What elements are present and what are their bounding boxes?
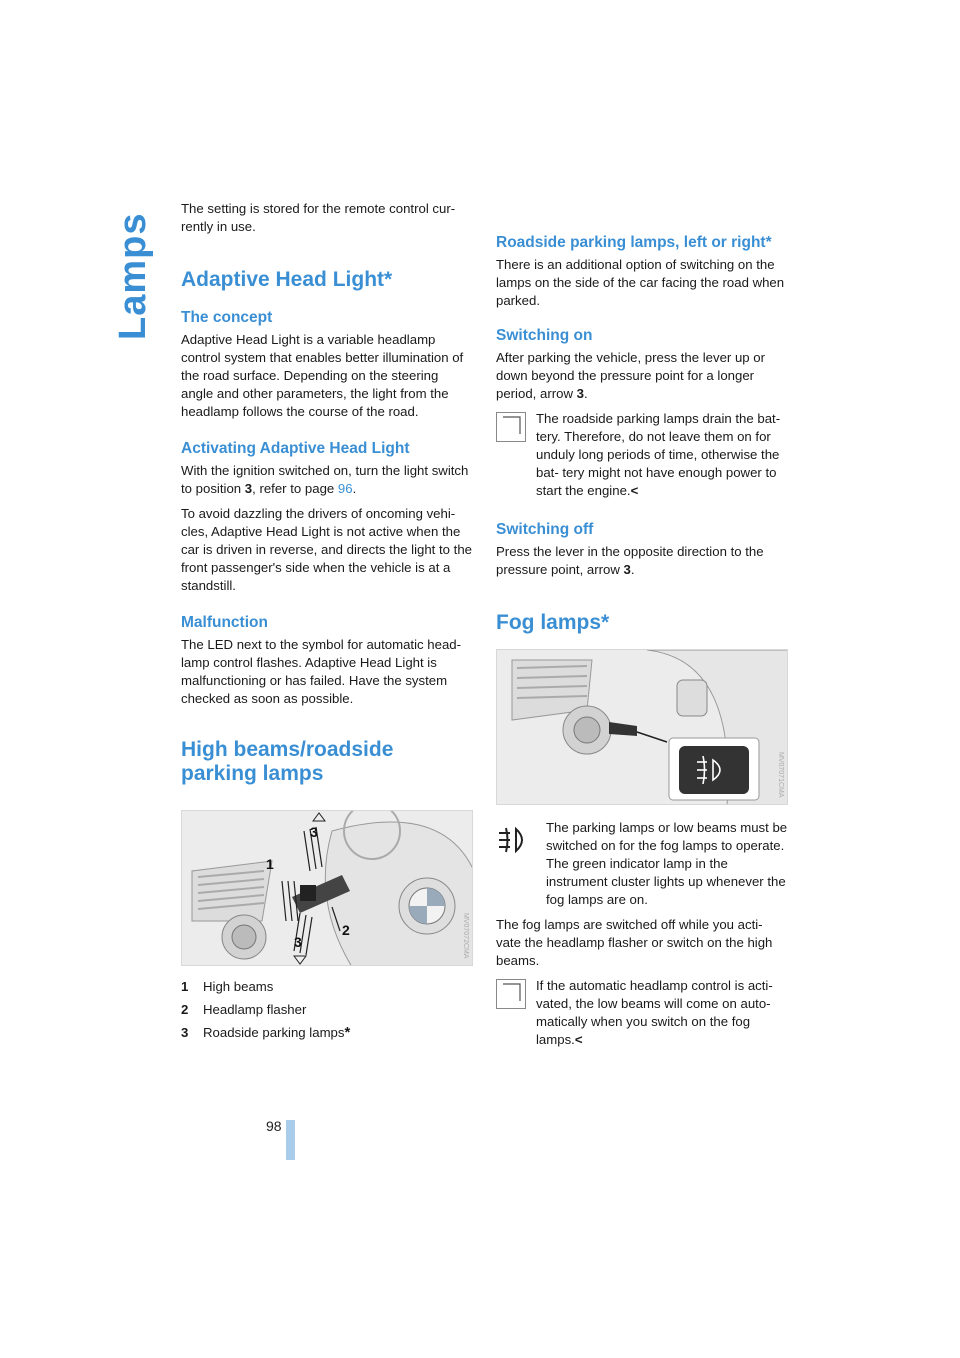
lever-figure <box>181 810 473 966</box>
svg-text:1: 1 <box>266 856 274 872</box>
concept-text: Adaptive Head Light is a variable headlamp control system that enables better illumination of the road surface. Depending on the steering angle and other parameters, the light from the headlamp follows the course of the road. <box>181 332 464 419</box>
activating-text-pre: With the ignition switched on, turn the light switch to position <box>181 463 469 496</box>
fog-lamp-figure <box>496 649 788 805</box>
heading-malfunction: Malfunction <box>181 614 268 631</box>
figure-code: MV07072CMA <box>462 913 469 959</box>
left-column <box>181 200 473 1047</box>
legend-label: Headlamp flasher <box>203 1002 307 1017</box>
legend-number: 1 <box>181 979 189 994</box>
note-battery <box>496 410 788 500</box>
roadside-text: There is an additional option of switching on the lamps on the side of the car facing the road when parked. <box>496 257 785 308</box>
fog-lamp-illustration <box>497 650 788 805</box>
right-column <box>496 233 788 1056</box>
heading-activating: Activating Adaptive Head Light <box>181 440 410 457</box>
legend-number: 3 <box>181 1025 189 1040</box>
heading-switching-on: Switching on <box>496 327 593 344</box>
switching-on-text-end: . <box>583 386 588 401</box>
note-fog-lamps <box>496 819 788 909</box>
fog-note-text: The parking lamps or low beams must be switched on for the fog lamps to operate. The green indicator lamp in the instrument cluster lights up whenever the fog lamps are on. <box>546 820 788 907</box>
activating-text-mid: , refer to page <box>252 481 338 496</box>
page-link-96[interactable]: 96 <box>337 481 353 496</box>
legend-item <box>181 1001 473 1019</box>
activating-text <box>181 462 473 498</box>
legend-number: 2 <box>181 1002 189 1017</box>
activating-text-end: . <box>352 481 357 496</box>
heading-adaptive-head-light: Adaptive Head Light* <box>181 268 393 291</box>
activating-position: 3 <box>244 481 253 496</box>
note-battery-text: The roadside parking lamps drain the bat- tery. Therefore, do not leave them on for unduly long periods of time, otherwise the bat- tery might not have enough power to start the engine. <box>536 411 781 498</box>
svg-text:3: 3 <box>310 824 318 840</box>
chapter-title: Lamps <box>112 212 154 340</box>
note-automatic-headlamp <box>496 977 788 1049</box>
svg-text:2: 2 <box>342 922 350 938</box>
page-number: 98 <box>266 1118 282 1134</box>
page-number-bar <box>286 1120 295 1160</box>
note-automatic-text: If the automatic headlamp control is acti- vated, the low beams will come on auto- matically when you switch on the fog lamps. <box>536 978 773 1047</box>
svg-text:3: 3 <box>294 934 302 950</box>
switching-off-text <box>496 543 788 579</box>
note-arrow-icon <box>496 979 526 1009</box>
heading-the-concept: The concept <box>181 309 273 326</box>
switching-on-arrow: 3 <box>576 386 584 401</box>
switching-off-text-end: . <box>630 562 635 577</box>
note-end-mark: < <box>630 483 639 498</box>
legend-label: High beams <box>203 979 274 994</box>
fog-lamp-icon <box>496 825 532 855</box>
legend-item <box>181 978 473 996</box>
heading-high-beams: High beams/roadside parking lamps <box>181 738 394 785</box>
fog-text: The fog lamps are switched off while you acti- vate the headlamp flasher or switch on the high beams. <box>496 917 773 968</box>
switching-on-text-pre: After parking the vehicle, press the lever up or down beyond the pressure point for a longer period, arrow <box>496 350 766 401</box>
switching-off-arrow: 3 <box>623 562 631 577</box>
malfunction-text: The LED next to the symbol for automatic head- lamp control flashes. Adaptive Head Light is malfunctioning or has failed. Have the system checked as soon as possible. <box>181 637 462 706</box>
note-arrow-icon <box>496 412 526 442</box>
heading-switching-off: Switching off <box>496 521 594 538</box>
intro-text: The setting is stored for the remote control cur- rently in use. <box>181 201 456 234</box>
lever-illustration <box>182 811 473 966</box>
heading-roadside-parking: Roadside parking lamps, left or right* <box>496 234 772 251</box>
figure-code: MV07071CMA <box>777 752 784 798</box>
legend-item <box>181 1024 473 1042</box>
note-end-mark: < <box>574 1032 583 1047</box>
legend-list <box>181 978 473 1042</box>
switching-on-text <box>496 349 788 403</box>
switching-off-text-pre: Press the lever in the opposite direction to the pressure point, arrow <box>496 544 764 577</box>
optional-equipment-star: * <box>344 1024 351 1041</box>
heading-fog-lamps: Fog lamps* <box>496 611 610 634</box>
activating-text-2: To avoid dazzling the drivers of oncoming vehi- cles, Adaptive Head Light is not active when the car is driven in reverse, and directs the light to the front passenger's side when the vehicle is at a standstill. <box>181 506 473 593</box>
legend-label: Roadside parking lamps <box>203 1025 345 1040</box>
